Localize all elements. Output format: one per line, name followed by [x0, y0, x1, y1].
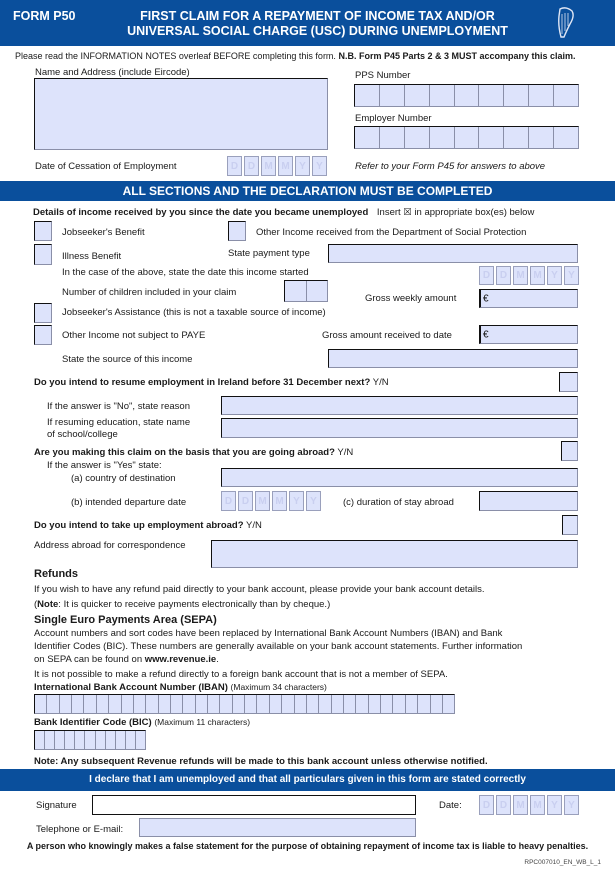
name-address-label: Name and Address (include Eircode)	[35, 67, 190, 78]
foreign-account-note: It is not possible to make a refund directly to a foreign bank account that is not a member of SEPA.	[34, 669, 448, 680]
employment-abroad-question: Do you intend to take up employment abroad? Y/N	[34, 520, 262, 531]
char-box[interactable]	[295, 695, 307, 713]
children-label: Number of children included in your claim	[62, 287, 237, 298]
intro-text: Please read the INFORMATION NOTES overleaf BEFORE completing this form. N.B. Form P45 Parts 2 & 3 MUST accompany this claim.	[15, 51, 576, 61]
illness-benefit-checkbox[interactable]	[34, 244, 52, 265]
form-title-line1: FIRST CLAIM FOR A REPAYMENT OF INCOME TAX AND/OR	[140, 9, 495, 23]
duration-abroad-label: (c) duration of stay abroad	[343, 497, 454, 508]
no-reason-field[interactable]	[221, 396, 578, 415]
sepa-line1: Account numbers and sort codes have been replaced by International Bank Account Numbers (IBAN) and Bank	[34, 628, 503, 639]
jobseekers-assistance-checkbox[interactable]	[34, 303, 52, 323]
gross-weekly-label: Gross weekly amount	[365, 293, 457, 304]
char-box[interactable]	[136, 731, 145, 749]
bic-label: Bank Identifier Code (BIC) (Maximum 11 characters)	[34, 717, 251, 728]
employment-abroad-yn-field[interactable]	[562, 515, 578, 535]
char-box[interactable]	[47, 695, 59, 713]
char-box[interactable]	[106, 731, 116, 749]
employer-number-field[interactable]	[354, 126, 579, 149]
harp-icon	[555, 6, 577, 40]
other-income-dsp-checkbox[interactable]	[228, 221, 246, 241]
name-address-field[interactable]	[34, 78, 328, 150]
jobseekers-assistance-label: Jobseeker's Assistance (this is not a taxable source of income)	[62, 307, 326, 318]
illness-benefit-label: Illness Benefit	[62, 251, 122, 262]
iban-field[interactable]	[34, 694, 455, 714]
char-box[interactable]	[220, 695, 232, 713]
section-bar: ALL SECTIONS AND THE DECLARATION MUST BE COMPLETED	[0, 181, 615, 201]
char-box[interactable]	[257, 695, 269, 713]
income-source-field[interactable]	[328, 349, 578, 368]
char-box[interactable]	[45, 731, 55, 749]
char-box[interactable]	[418, 695, 430, 713]
bic-field[interactable]	[34, 730, 146, 750]
refer-note: Refer to your Form P45 for answers to above	[355, 161, 546, 172]
char-box[interactable]	[344, 695, 356, 713]
phone-email-field[interactable]	[139, 818, 416, 837]
revenue-link[interactable]: www.revenue.ie	[144, 654, 217, 665]
resume-employment-yn-field[interactable]	[559, 372, 578, 392]
employer-label: Employer Number	[355, 113, 432, 124]
form-reference: RPC007010_EN_WB_L_1	[524, 859, 601, 866]
char-box[interactable]	[35, 695, 47, 713]
char-box[interactable]	[381, 695, 393, 713]
char-box[interactable]	[183, 695, 195, 713]
char-box[interactable]	[233, 695, 245, 713]
jobseekers-benefit-checkbox[interactable]	[34, 221, 52, 241]
penalty-warning: A person who knowingly makes a false statement for the purpose of obtaining repayment of income tax is liable to heavy penalties.	[26, 841, 589, 851]
education-label: If resuming education, state name of school/college	[47, 417, 191, 440]
no-reason-label: If the answer is "No", state reason	[47, 401, 190, 412]
gross-weekly-field[interactable]	[479, 289, 578, 308]
char-box[interactable]	[109, 695, 121, 713]
going-abroad-yn-field[interactable]	[561, 441, 578, 461]
form-code: FORM P50	[13, 9, 76, 23]
school-college-field[interactable]	[221, 418, 578, 438]
char-box[interactable]	[319, 695, 331, 713]
pps-label: PPS Number	[355, 70, 411, 81]
address-abroad-label: Address abroad for correspondence	[34, 540, 186, 551]
declaration-date-field[interactable]: D D M M Y Y	[479, 795, 579, 815]
char-box[interactable]	[116, 731, 126, 749]
sepa-line3: on SEPA can be found on www.revenue.ie.	[34, 654, 219, 665]
char-box[interactable]	[96, 731, 106, 749]
char-box[interactable]	[72, 695, 84, 713]
income-heading: Details of income received by you since the date you became unemployed Insert ☒ in appropriate box(es) below	[33, 207, 535, 218]
char-box[interactable]	[171, 695, 183, 713]
departure-date-label: (b) intended departure date	[71, 497, 187, 508]
char-box[interactable]	[159, 695, 171, 713]
address-abroad-field[interactable]	[211, 540, 578, 568]
refunds-line1: If you wish to have any refund paid directly to your bank account, please provide your bank account details.	[34, 584, 485, 595]
char-box[interactable]	[122, 695, 134, 713]
jobseekers-benefit-label: Jobseeker's Benefit	[62, 227, 145, 238]
date-income-started-label: In the case of the above, state the date this income started	[62, 267, 309, 278]
char-box[interactable]	[369, 695, 381, 713]
char-box[interactable]	[84, 695, 96, 713]
departure-date-field[interactable]: D D M M Y Y	[221, 491, 321, 511]
other-income-dsp-label: Other Income received from the Department of Social Protection	[256, 227, 527, 238]
country-destination-label: (a) country of destination	[71, 473, 176, 484]
char-box[interactable]	[245, 695, 257, 713]
char-box[interactable]	[75, 731, 85, 749]
country-destination-field[interactable]	[221, 468, 578, 487]
char-box[interactable]	[431, 695, 443, 713]
pps-number-field[interactable]	[354, 84, 579, 107]
if-yes-label: If the answer is "Yes" state:	[47, 460, 162, 471]
char-box[interactable]	[270, 695, 282, 713]
char-box[interactable]	[65, 731, 75, 749]
char-box[interactable]	[97, 695, 109, 713]
cessation-date-field[interactable]: D D M M Y Y	[227, 156, 327, 176]
subsequent-refunds-note: Note: Any subsequent Revenue refunds will be made to this bank account unless otherwise notified.	[34, 756, 488, 767]
state-payment-type-field[interactable]	[328, 244, 578, 263]
char-box[interactable]	[126, 731, 136, 749]
char-box[interactable]	[208, 695, 220, 713]
char-box[interactable]	[146, 695, 158, 713]
refunds-note: (Note: It is quicker to receive payments electronically than by cheque.)	[34, 599, 331, 610]
char-box[interactable]	[393, 695, 405, 713]
sepa-heading: Single Euro Payments Area (SEPA)	[34, 614, 217, 626]
char-box[interactable]	[443, 695, 454, 713]
form-header	[0, 0, 615, 46]
char-box[interactable]	[60, 695, 72, 713]
duration-abroad-field[interactable]	[479, 491, 578, 511]
other-income-not-paye-checkbox[interactable]	[34, 325, 52, 345]
char-box[interactable]	[356, 695, 368, 713]
refunds-heading: Refunds	[34, 568, 78, 580]
income-source-label: State the source of this income	[62, 354, 193, 365]
phone-email-label: Telephone or E-mail:	[36, 824, 124, 835]
euro-icon: €	[483, 293, 489, 304]
declaration-bar: I declare that I am unemployed and that all particulars given in this form are stated correctly	[0, 769, 615, 791]
form-title-line2: UNIVERSAL SOCIAL CHARGE (USC) DURING UNEMPLOYMENT	[127, 24, 508, 38]
char-box[interactable]	[332, 695, 344, 713]
other-income-not-paye-label: Other Income not subject to PAYE	[62, 330, 206, 341]
date-income-started-field[interactable]: D D M M Y Y	[479, 266, 579, 285]
char-box[interactable]	[35, 731, 45, 749]
char-box[interactable]	[55, 731, 65, 749]
date-label: Date:	[439, 800, 462, 811]
euro-icon: €	[483, 329, 489, 340]
gross-to-date-label: Gross amount received to date	[322, 330, 452, 341]
char-box[interactable]	[307, 695, 319, 713]
char-box[interactable]	[406, 695, 418, 713]
going-abroad-question: Are you making this claim on the basis that you are going abroad? Y/N	[34, 447, 354, 458]
char-box[interactable]	[196, 695, 208, 713]
signature-field[interactable]	[92, 795, 416, 815]
gross-to-date-field[interactable]	[479, 325, 578, 344]
sepa-line2: Identifier Codes (BIC). These numbers are generally available on your bank account statements. Further information	[34, 641, 523, 652]
children-count-field[interactable]	[284, 280, 328, 302]
signature-label: Signature	[36, 800, 77, 811]
char-box[interactable]	[282, 695, 294, 713]
char-box[interactable]	[85, 731, 95, 749]
cessation-date-label: Date of Cessation of Employment	[35, 161, 177, 172]
char-box[interactable]	[134, 695, 146, 713]
state-payment-type-label: State payment type	[228, 248, 310, 259]
iban-label: International Bank Account Number (IBAN) (Maximum 34 characters)	[34, 682, 327, 693]
resume-employment-question: Do you intend to resume employment in Ireland before 31 December next? Y/N	[34, 377, 389, 388]
